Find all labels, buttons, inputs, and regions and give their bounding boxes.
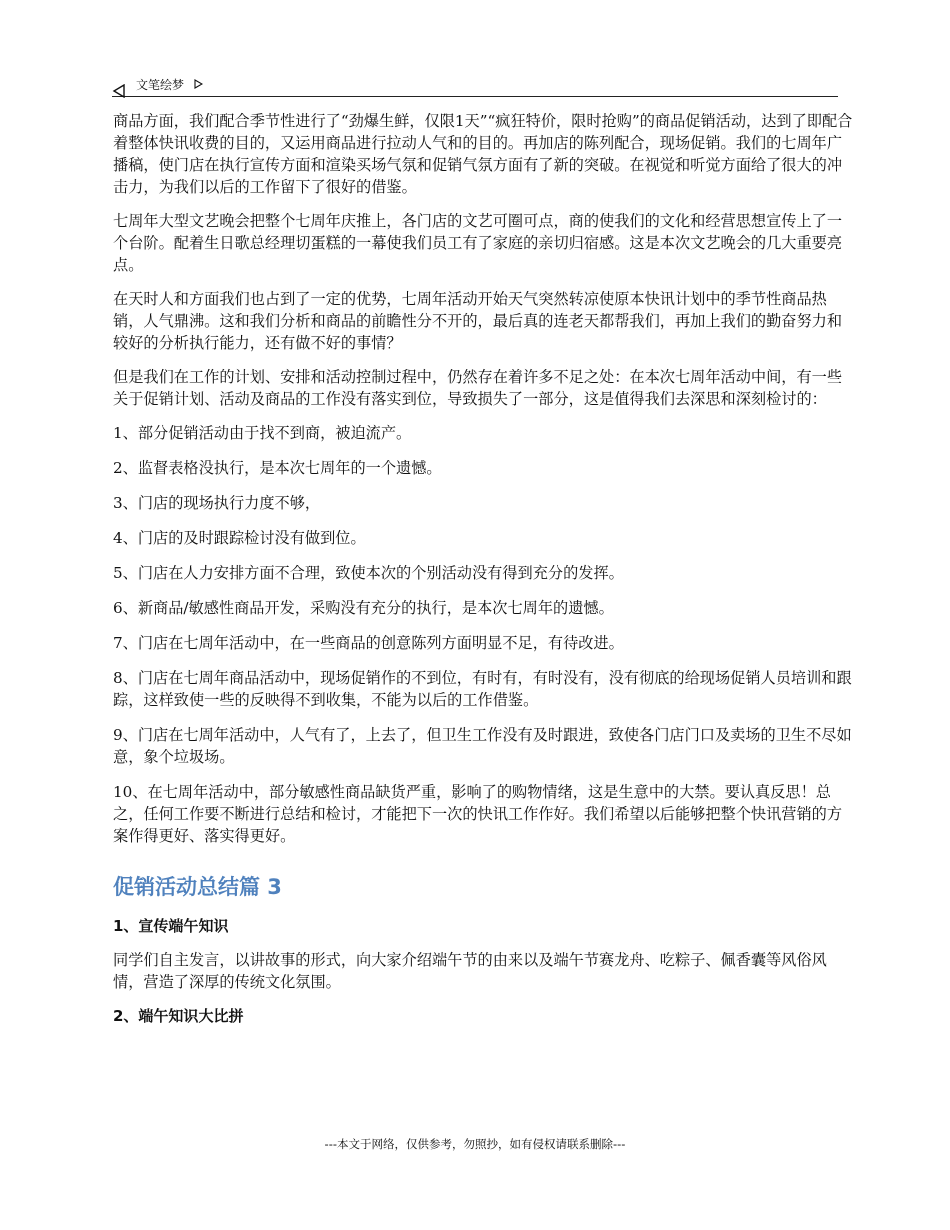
list-item: 8、门店在七周年商品活动中，现场促销作的不到位，有时有，有时没有，没有彻底的给现场促销人员培训和跟踪，这样致使一些的反映得不到收集，不能为以后的工作借鉴。 [113,669,852,709]
paragraph: 商品方面，我们配合季节性进行了“劲爆生鲜，仅限1天”“疯狂特价，限时抢购”的商品促销活动，达到了即配合着整体快讯收费的目的，又运用商品进行拉动人气和的目的。再加店的陈列配合，现场促销。我们的七周年广播稿，使门店在执行宣传方面和渲染买场气氛和促销气氛方面有了新的突破。在视觉和听觉方面给了很大的冲击力，为我们以后的工作留下了很好的借鉴。 [113,112,853,196]
section-heading: 促销活动总结篇 3 [113,875,282,899]
list-item: 5、门店在人力安排方面不合理，致使本次的个别活动没有得到充分的发挥。 [113,564,624,582]
sub-heading: 1、宣传端午知识 [113,917,229,935]
list-item: 9、门店在七周年活动中，人气有了，上去了，但卫生工作没有及时跟进，致使各门店门口及卖场的卫生不尽如意，象个垃圾场。 [113,726,852,766]
list-item: 6、新商品/敏感性商品开发，采购没有充分的执行，是本次七周年的遗憾。 [113,599,614,617]
page-footer: ---本文于网络，仅供参考，勿照抄，如有侵权请联系删除--- [324,1137,626,1151]
list-item: 7、门店在七周年活动中，在一些商品的创意陈列方面明显不足，有待改进。 [113,634,624,652]
list-item: 3、门店的现场执行力度不够， [113,494,321,512]
document-body [113,110,853,1039]
list-item: 10、在七周年活动中，部分敏感性商品缺货严重，影响了的购物情绪，这是生意中的大禁。要认真反思！总之，任何工作要不断进行总结和检讨，才能把下一次的快讯工作作好。我们希望以后能够把整个快讯营销的方案作得更好、落实得更好。 [113,783,842,845]
list-item: 1、部分促销活动由于找不到商，被迫流产。 [113,424,412,442]
list-item: 4、门店的及时跟踪检讨没有做到位。 [113,529,366,547]
paragraph: 七周年大型文艺晚会把整个七周年庆推上，各门店的文艺可圈可点，商的使我们的文化和经营思想宣传上了一个台阶。配着生日歌总经理切蛋糕的一幕使我们员工有了家庭的亲切归宿感。这是本次文艺晚会的几大重要亮点。 [113,212,842,274]
paragraph: 同学们自主发言，以讲故事的形式，向大家介绍端午节的由来以及端午节赛龙舟、吃粽子、佩香囊等风俗风情，营造了深厚的传统文化氛围。 [113,951,827,991]
triangle-right-icon [194,79,203,89]
paragraph: 但是我们在工作的计划、安排和活动控制过程中，仍然存在着许多不足之处：在本次七周年活动中间，有一些关于促销计划、活动及商品的工作没有落实到位，导致损失了一部分，这是值得我们去深思和深刻检讨的： [113,368,842,408]
list-item: 2、监督表格没执行，是本次七周年的一个遗憾。 [113,459,442,477]
paragraph: 在天时人和方面我们也占到了一定的优势，七周年活动开始天气突然转凉使原本快讯计划中的季节性商品热销，人气鼎沸。这和我们分析和商品的前瞻性分不开的，最后真的连老天都帮我们，再加上我们的勤奋努力和较好的分析执行能力，还有做不好的事情？ [113,290,842,352]
header-title: 文笔绘梦 [136,77,185,92]
page-header [112,72,838,97]
sub-heading: 2、端午知识大比拼 [113,1007,244,1025]
